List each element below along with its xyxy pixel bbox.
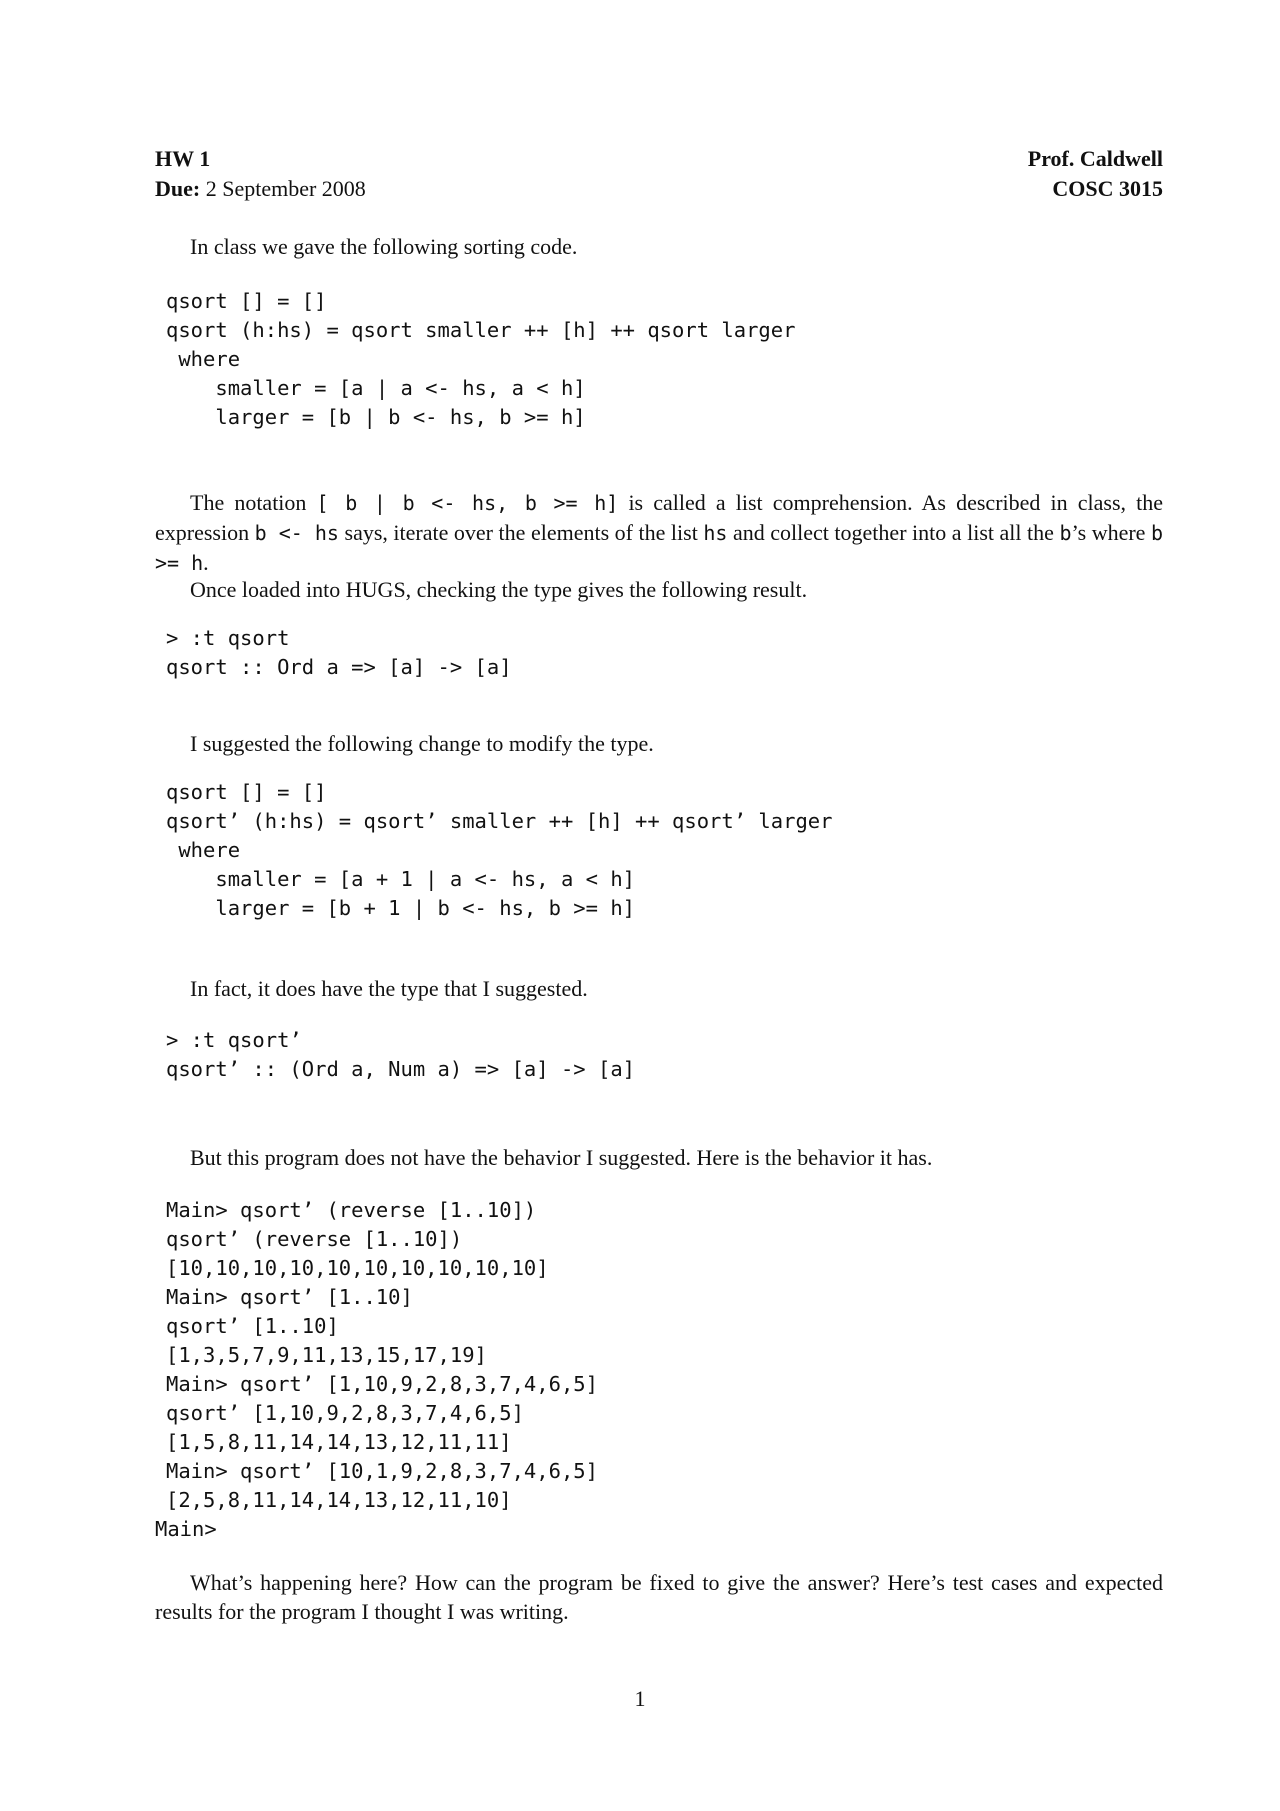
due-label: Due: — [155, 176, 201, 201]
code-line: qsort [] = [] — [166, 780, 327, 804]
code-line: where — [166, 347, 241, 371]
intro-paragraph: In class we gave the following sorting code. — [190, 234, 578, 259]
header-left — [155, 144, 366, 204]
code-line: where — [166, 838, 241, 862]
code-line: [1,5,8,11,14,14,13,12,11,11] — [166, 1430, 512, 1454]
code-line: qsort’ (h:hs) = qsort’ smaller ++ [h] ++ qsort’ larger — [166, 809, 833, 833]
code-line: Main> qsort’ [10,1,9,2,8,3,7,4,6,5] — [166, 1459, 598, 1483]
code-block-type-check — [166, 624, 512, 682]
code-line: qsort :: Ord a => [a] -> [a] — [166, 655, 512, 679]
code-line: Main> qsort’ (reverse [1..10]) — [166, 1198, 537, 1222]
code-block-type-check-prime — [166, 1026, 635, 1084]
list-comprehension-paragraph: The notation [ b | b <- hs, b >= h] is called a list comprehension. As described in class, the expression b <- hs says, iterate over the elements of the list hs and collect together into a list all the b’s where b >= h. — [155, 490, 1164, 575]
code-block-qsort-prime — [166, 778, 832, 923]
inline-code: b >= h — [155, 521, 1164, 575]
code-line: larger = [b + 1 | b <- hs, b >= h] — [166, 896, 635, 920]
inline-code: [ b | b <- hs, b >= h] — [316, 491, 619, 515]
code-line: qsort’ (reverse [1..10]) — [166, 1227, 463, 1251]
code-line: qsort [] = [] — [166, 289, 327, 313]
code-line: > :t qsort — [166, 626, 290, 650]
code-line: Main> — [155, 1517, 217, 1541]
code-line: [2,5,8,11,14,14,13,12,11,10] — [166, 1488, 512, 1512]
code-line: qsort (h:hs) = qsort smaller ++ [h] ++ qsort larger — [166, 318, 796, 342]
code-line: [1,3,5,7,9,11,13,15,17,19] — [166, 1343, 487, 1367]
code-line: > :t qsort’ — [166, 1028, 302, 1052]
code-line: qsort’ :: (Ord a, Num a) => [a] -> [a] — [166, 1057, 635, 1081]
inline-code: b <- hs — [254, 521, 339, 545]
code-line: larger = [b | b <- hs, b >= h] — [166, 405, 586, 429]
code-block-session — [166, 1196, 598, 1515]
assignment-title: HW 1 — [155, 146, 211, 171]
question-paragraph: What’s happening here? How can the program be fixed to give the answer? Here’s test cases and expected results for the program I thought I was writing. — [155, 1570, 1163, 1624]
code-line: Main> qsort’ [1,10,9,2,8,3,7,4,6,5] — [166, 1372, 598, 1396]
inline-code: hs — [703, 521, 728, 545]
code-line: qsort’ [1..10] — [166, 1314, 339, 1338]
behavior-paragraph: But this program does not have the behavior I suggested. Here is the behavior it has. — [190, 1145, 933, 1170]
fact-paragraph: In fact, it does have the type that I suggested. — [190, 976, 588, 1001]
page-number: 1 — [634, 1686, 646, 1711]
hugs-paragraph: Once loaded into HUGS, checking the type gives the following result. — [190, 577, 808, 602]
suggestion-paragraph: I suggested the following change to modify the type. — [190, 731, 654, 756]
code-line: smaller = [a | a <- hs, a < h] — [166, 376, 586, 400]
course-code: COSC 3015 — [1052, 176, 1163, 201]
code-line: smaller = [a + 1 | a <- hs, a < h] — [166, 867, 635, 891]
header-right — [1028, 144, 1163, 204]
code-block-final-prompt — [155, 1515, 217, 1544]
code-line: qsort’ [1,10,9,2,8,3,7,4,6,5] — [166, 1401, 524, 1425]
code-line: Main> qsort’ [1..10] — [166, 1285, 413, 1309]
professor-name: Prof. Caldwell — [1027, 146, 1163, 171]
code-line: [10,10,10,10,10,10,10,10,10,10] — [166, 1256, 549, 1280]
inline-code: b — [1059, 521, 1072, 545]
due-date: 2 September 2008 — [205, 176, 366, 201]
code-block-qsort — [166, 287, 795, 432]
